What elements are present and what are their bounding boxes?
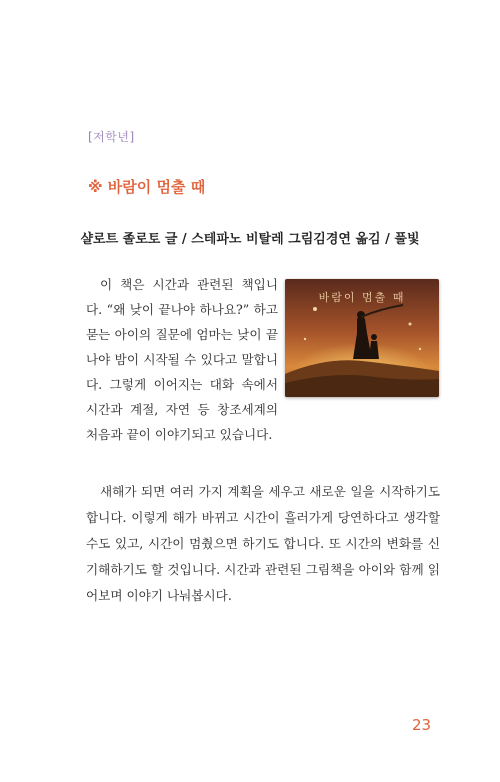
book-cover-title: 바람이 멈출 때 xyxy=(318,291,406,304)
paragraph-intro: 이 책은 시간과 관련된 책입니다. “왜 낮이 끝나야 하나요?” 하고 묻는 아이의 질문에 엄마는 낮이 끝나야 밤이 시작될 수 있다고 말합니다. 그렇게 이어지는 대화 속에서 시간과 계절, 자연 등 창조세계의 처음과 끝이 이야기되고 있습니다. xyxy=(86,277,278,442)
paragraph-main: 새해가 되면 여러 가지 계획을 세우고 새로운 일을 시작하기도 합니다. 이렇게 해가 바뀌고 시간이 흘러가게 당연하다고 생각할 수도 있고, 시간이 멈췄으면 하기도 합니다. 또 시간의 변화를 신기해하기도 할 것입니다. 시간과 관련된 그림책을 아이와 함께 읽어보며 이야기 나눠봅시다. xyxy=(86,484,440,603)
book-credits: 샬로트 졸로토 글 / 스테파노 비탈레 그림김경연 옮김 / 풀빛 xyxy=(80,232,420,247)
section-category: [저학년] xyxy=(88,130,135,144)
book-cover-image xyxy=(285,279,439,397)
book-title: ※ 바람이 멈출 때 xyxy=(88,178,206,196)
page-number: 23 xyxy=(412,716,432,734)
